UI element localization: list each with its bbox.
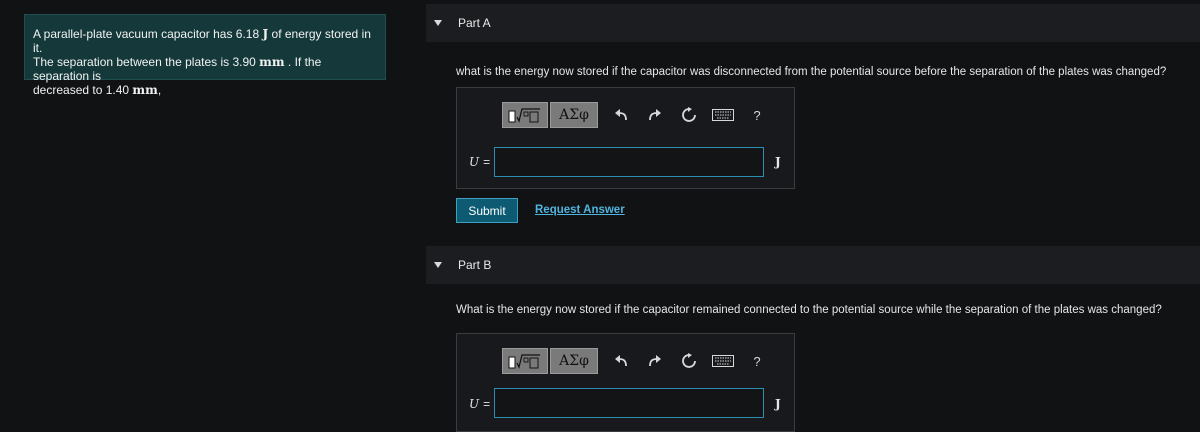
keyboard-icon[interactable] [712,104,734,126]
greek-letters-icon[interactable]: ΑΣφ [550,348,598,374]
part-a-toolbar [502,102,768,128]
part-a-answer-box [456,87,795,189]
part-b-answer-box [456,333,795,432]
part-b-variable-label: U = [469,397,491,411]
undo-icon[interactable] [610,104,632,126]
problem-statement [24,14,386,97]
part-a-variable-label: U = [469,155,491,169]
collapse-triangle-icon[interactable] [434,20,442,26]
part-a-answer-input[interactable] [494,147,764,177]
part-b-header[interactable] [426,246,1200,284]
keyboard-icon[interactable] [712,350,734,372]
redo-icon[interactable] [644,104,666,126]
redo-icon[interactable] [644,350,666,372]
part-b-toolbar [502,348,768,374]
problem-line-3: decreased to 1.40 mm, [33,83,162,97]
part-a-question: what is the energy now stored if the capacitor was disconnected from the potential source before the separation of the plates was changed? [456,66,1167,78]
undo-icon[interactable] [610,350,632,372]
part-a-header[interactable] [426,4,1200,42]
help-icon[interactable]: ? [753,353,761,369]
help-icon[interactable]: ? [753,107,761,123]
request-answer-link[interactable]: Request Answer [535,204,625,216]
reset-icon[interactable] [678,350,700,372]
part-b-title: Part B [458,258,492,272]
part-a-title: Part A [458,16,491,30]
problem-line-1: A parallel-plate vacuum capacitor has 6.18 J of energy stored in it. [33,27,371,55]
part-a-unit-label: J [775,155,781,169]
templates-icon[interactable] [502,348,548,374]
part-b-answer-input[interactable] [494,388,764,418]
collapse-triangle-icon[interactable] [434,262,442,268]
submit-button[interactable]: Submit [456,198,518,223]
greek-letters-icon[interactable]: ΑΣφ [550,102,598,128]
problem-line-2: The separation between the plates is 3.90 mm . If the separation is [33,55,322,83]
part-b-question: What is the energy now stored if the capacitor remained connected to the potential source while the separation of the plates was changed? [456,304,1162,316]
part-b-unit-label: J [775,397,781,411]
templates-icon[interactable] [502,102,548,128]
reset-icon[interactable] [678,104,700,126]
